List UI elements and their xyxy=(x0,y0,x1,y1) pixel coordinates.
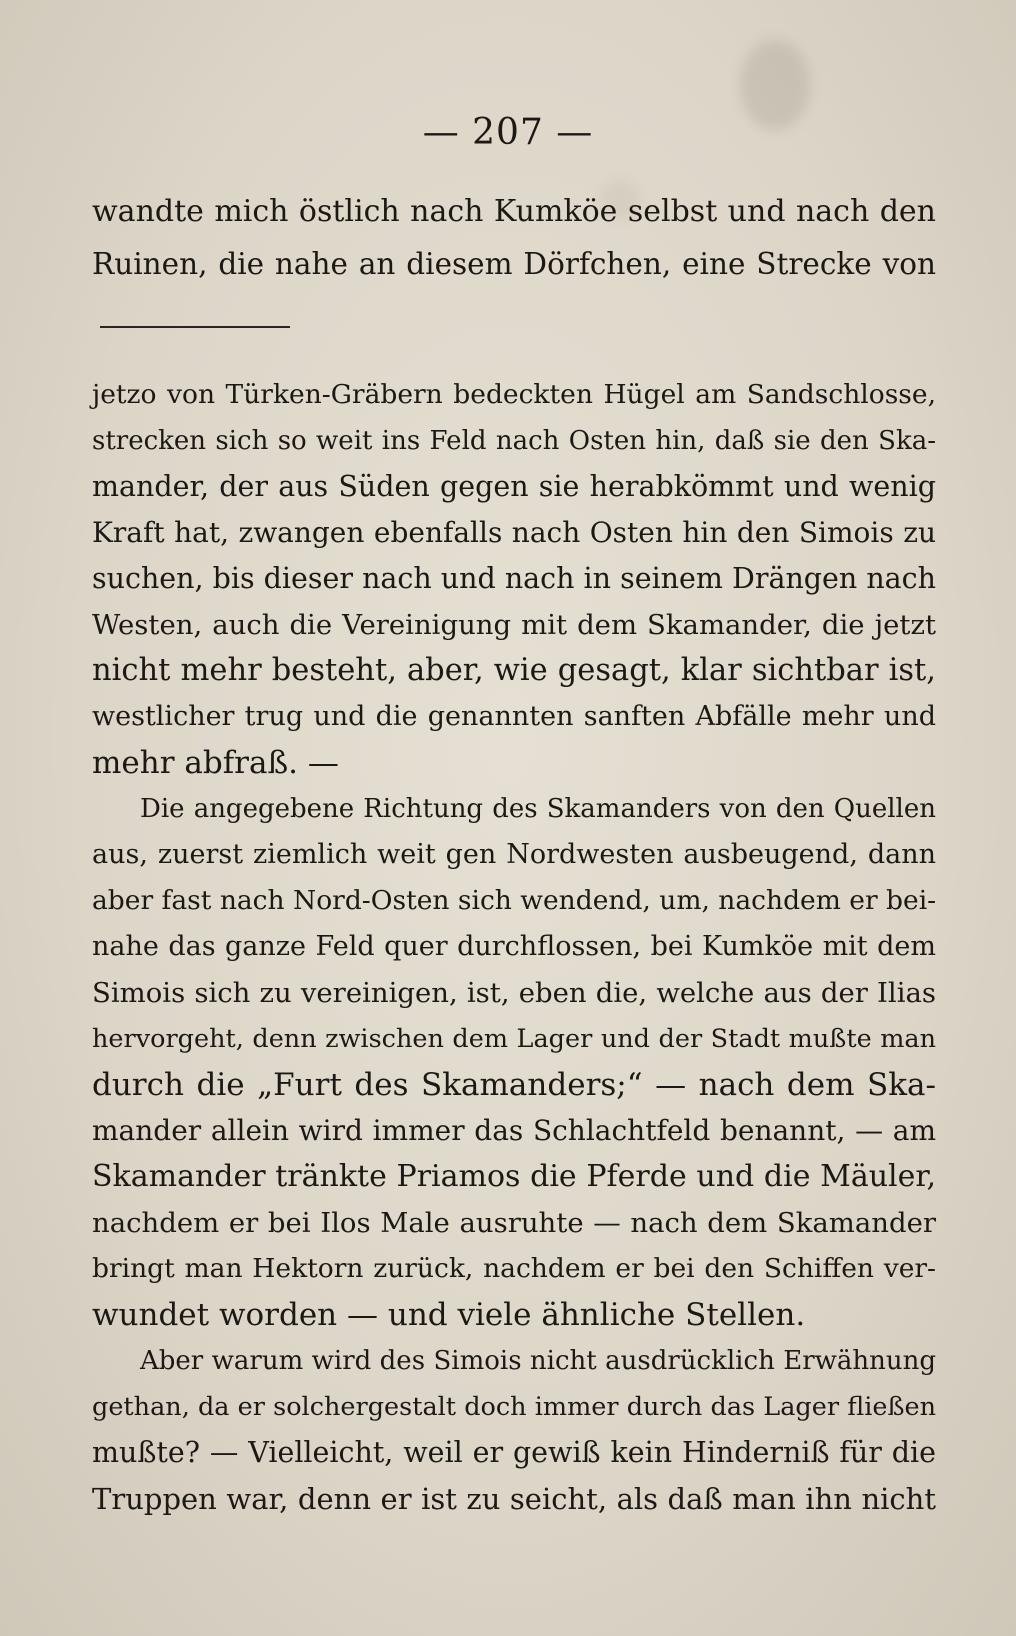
text-line: Truppen war, denn er ist zu seicht, als daß man ihn nicht xyxy=(92,1482,936,1516)
text-line: mander allein wird immer das Schlachtfeld benannt, — am xyxy=(92,1114,936,1147)
text-line: wundet worden — und viele ähnliche Stellen. xyxy=(92,1297,806,1333)
text-line: aber fast nach Nord-Osten sich wendend, um, nachdem er bei- xyxy=(92,885,937,916)
text-line: jetzo von Türken-Gräbern bedeckten Hügel am Sandschlosse, xyxy=(92,379,936,410)
text-line: strecken sich so weit ins Feld nach Osten hin, daß sie den Ska- xyxy=(92,426,936,456)
text-line: nahe das ganze Feld quer durchflossen, bei Kumköe mit dem xyxy=(92,931,936,962)
text-line: gethan, da er solchergestalt doch immer durch das Lager fließen xyxy=(92,1392,936,1422)
text-line: hervorgeht, denn zwischen dem Lager und der Stadt mußte man xyxy=(92,1024,936,1054)
text-line: wandte mich östlich nach Kumköe selbst und nach den xyxy=(92,194,936,229)
page-number: — 207 — xyxy=(422,112,594,153)
text-line: Skamander tränkte Priamos die Pferde und die Mäuler, xyxy=(92,1159,936,1194)
text-line: Aber warum wird des Simois nicht ausdrücklich Erwähnung xyxy=(140,1346,936,1376)
text-line: Die angegebene Richtung des Skamanders von den Quellen xyxy=(140,794,936,824)
text-line: mander, der aus Süden gegen sie herabkömmt und wenig xyxy=(92,470,936,503)
text-line: mußte? — Vielleicht, weil er gewiß kein Hinderniß für die xyxy=(92,1436,936,1469)
text-line: nachdem er bei Ilos Male ausruhte — nach dem Skamander xyxy=(92,1207,936,1239)
text-line: westlicher trug und die genannten sanften Abfälle mehr und xyxy=(92,701,936,732)
footnote-divider xyxy=(100,326,290,328)
text-line: nicht mehr besteht, aber, wie gesagt, klar sichtbar ist, xyxy=(92,653,936,688)
text-line: Westen, auch die Vereinigung mit dem Skamander, die jetzt xyxy=(92,609,936,641)
text-line: Kraft hat, zwangen ebenfalls nach Osten hin den Simois zu xyxy=(92,516,936,549)
text-line: Simois sich zu vereinigen, ist, eben die, welche aus der Ilias xyxy=(92,977,936,1009)
text-line: bringt man Hektorn zurück, nachdem er bei den Schiffen ver- xyxy=(92,1253,936,1284)
text-line: mehr abfraß. — xyxy=(92,745,339,781)
main-text xyxy=(92,186,936,290)
text-line: suchen, bis dieser nach und nach in seinem Drängen nach xyxy=(92,562,936,595)
text-line: Ruinen, die nahe an diesem Dörfchen, eine Strecke von xyxy=(92,247,936,281)
text-line: durch die „Furt des Skamanders;“ — nach dem Ska- xyxy=(92,1067,936,1103)
footnote-text xyxy=(92,372,936,1522)
text-line: aus, zuerst ziemlich weit gen Nordwesten ausbeugend, dann xyxy=(92,839,936,870)
